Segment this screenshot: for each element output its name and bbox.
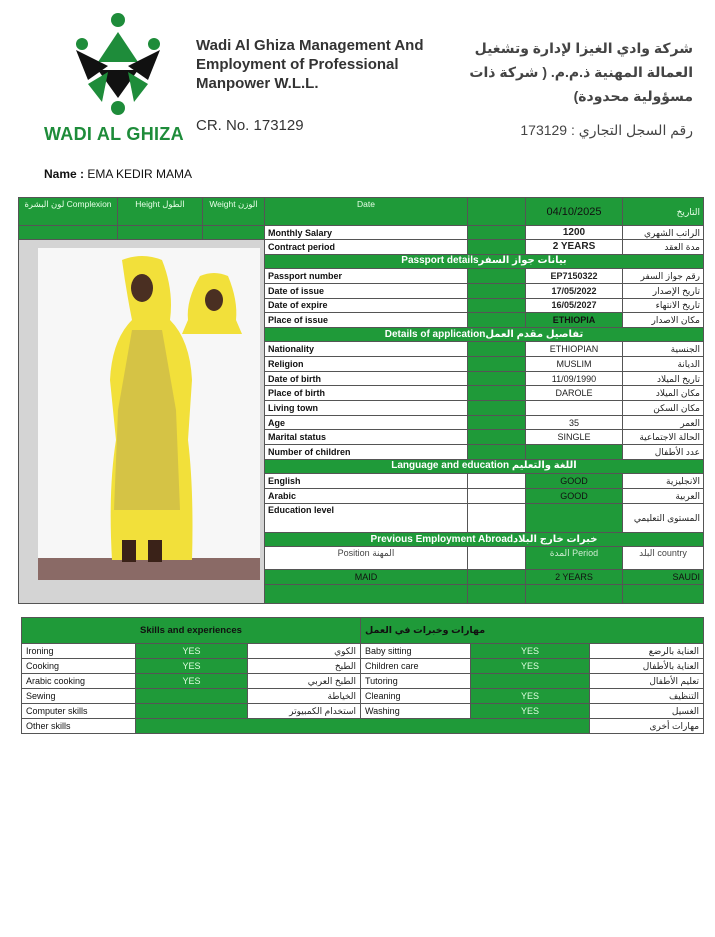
cv-details-table bbox=[18, 197, 704, 604]
marital-status-value: SINGLE bbox=[526, 430, 623, 445]
expire-date-label: Date of expire bbox=[265, 298, 468, 313]
skill-label-ar: استخدام الكمبيوتر bbox=[248, 704, 361, 719]
skill-label: Ironing bbox=[22, 644, 136, 659]
passport-section-header: Passport detailsبيانات جواز السفر bbox=[265, 254, 704, 269]
candidate-name: EMA KEDIR MAMA bbox=[87, 167, 193, 181]
expire-date-value: 16/05/2027 bbox=[526, 298, 623, 313]
skill-label: Arabic cooking bbox=[22, 674, 136, 689]
skill-value bbox=[471, 674, 590, 689]
birthplace-label: Place of birth bbox=[265, 386, 468, 401]
dob-label: Date of birth bbox=[265, 371, 468, 386]
skills-table bbox=[21, 617, 704, 734]
passport-number-label: Passport number bbox=[265, 269, 468, 284]
other-skills-row bbox=[22, 719, 704, 734]
english-ar: الانجليزية bbox=[623, 474, 704, 489]
employment-country-header: البلد country bbox=[623, 547, 704, 570]
logo-wordmark: WADI AL GHIZA bbox=[44, 124, 184, 144]
age-value: 35 bbox=[526, 415, 623, 430]
issue-date-value: 17/05/2022 bbox=[526, 283, 623, 298]
complexion-value bbox=[19, 226, 118, 240]
company-name-en: Wadi Al Ghiza Management And Employment of Professional Manpower W.L.L. bbox=[196, 37, 424, 92]
living-town-value bbox=[526, 401, 623, 416]
skill-label: Cleaning bbox=[361, 689, 471, 704]
skills-header-ar: مهارات وخبرات في العمل bbox=[361, 618, 704, 644]
company-logo-icon bbox=[68, 10, 168, 120]
skill-label: Computer skills bbox=[22, 704, 136, 719]
physical-values-row bbox=[19, 226, 704, 240]
passport-number-ar: رقم جواز السفر bbox=[623, 269, 704, 284]
skill-label: Children care bbox=[361, 659, 471, 674]
salary-label: Monthly Salary bbox=[265, 226, 468, 240]
skill-row bbox=[22, 659, 704, 674]
skill-label-ar: تعليم الأطفال bbox=[590, 674, 704, 689]
date-ar: التاريخ bbox=[623, 198, 704, 226]
other-skills-value bbox=[136, 719, 590, 734]
skill-label-ar: الخياطة bbox=[248, 689, 361, 704]
weight-value bbox=[203, 226, 265, 240]
place-of-issue-value: ETHIOPIA bbox=[526, 313, 623, 328]
age-label: Age bbox=[265, 415, 468, 430]
education-label: Education level bbox=[265, 503, 468, 532]
skill-label: Tutoring bbox=[361, 674, 471, 689]
marital-status-label: Marital status bbox=[265, 430, 468, 445]
children-value bbox=[526, 444, 623, 459]
date-value: 04/10/2025 bbox=[526, 198, 623, 226]
salary-ar: الراتب الشهري bbox=[623, 226, 704, 240]
skill-label-ar: العناية بالأطفال bbox=[590, 659, 704, 674]
salary-value: 1200 bbox=[526, 226, 623, 240]
skill-label: Cooking bbox=[22, 659, 136, 674]
skills-header-en: Skills and experiences bbox=[22, 618, 361, 644]
birthplace-value: DAROLE bbox=[526, 386, 623, 401]
living-town-label: Living town bbox=[265, 401, 468, 416]
skill-row bbox=[22, 689, 704, 704]
skill-value: YES bbox=[471, 689, 590, 704]
nationality-ar: الجنسية bbox=[623, 342, 704, 357]
employment-period-header: المدة Period bbox=[526, 547, 623, 570]
skill-row bbox=[22, 704, 704, 719]
candidate-photos bbox=[19, 240, 265, 604]
place-of-issue-ar: مكان الاصدار bbox=[623, 313, 704, 328]
cr-number-ar: رقم السجل التجاري : 173129 bbox=[520, 122, 693, 138]
height-header: Height الطول bbox=[118, 198, 203, 226]
arabic-ar: العربية bbox=[623, 488, 704, 503]
skill-value: YES bbox=[471, 644, 590, 659]
education-value bbox=[526, 503, 623, 532]
language-section-header: Language and education اللغة والتعليم bbox=[265, 459, 704, 474]
expire-date-ar: تاريخ الانتهاء bbox=[623, 298, 704, 313]
weight-header: Weight الوزن bbox=[203, 198, 265, 226]
dob-value: 11/09/1990 bbox=[526, 371, 623, 386]
skill-row bbox=[22, 644, 704, 659]
skill-label: Sewing bbox=[22, 689, 136, 704]
height-value bbox=[118, 226, 203, 240]
contract-ar: مدة العقد bbox=[623, 240, 704, 255]
dob-ar: تاريخ الميلاد bbox=[623, 371, 704, 386]
skill-value bbox=[136, 689, 248, 704]
issue-date-ar: تاريخ الإصدار bbox=[623, 283, 704, 298]
cr-number-en: CR. No. 173129 bbox=[196, 117, 304, 134]
english-value: GOOD bbox=[526, 474, 623, 489]
nationality-value: ETHIOPIAN bbox=[526, 342, 623, 357]
place-of-issue-label: Place of issue bbox=[265, 313, 468, 328]
complexion-header: لون البشرة Complexion bbox=[19, 198, 118, 226]
age-ar: العمر bbox=[623, 415, 704, 430]
date-header: Date bbox=[265, 198, 468, 226]
skill-value: YES bbox=[136, 659, 248, 674]
top-header-row bbox=[19, 198, 704, 226]
skill-label-ar: الطبخ bbox=[248, 659, 361, 674]
education-ar: المستوى التعليمي bbox=[623, 503, 704, 532]
arabic-label: Arabic bbox=[265, 488, 468, 503]
employment-section-header: Previous Employment Abroadخبرات خارج البلاد bbox=[265, 532, 704, 547]
skill-label-ar: التنظيف bbox=[590, 689, 704, 704]
birthplace-ar: مكان الميلاد bbox=[623, 386, 704, 401]
passport-number-value: EP7150322 bbox=[526, 269, 623, 284]
living-town-ar: مكان السكن bbox=[623, 401, 704, 416]
other-skills-ar: مهارات أخرى bbox=[590, 719, 704, 734]
skill-label-ar: الكوي bbox=[248, 644, 361, 659]
skill-label-ar: الطبخ العربي bbox=[248, 674, 361, 689]
skill-value bbox=[136, 704, 248, 719]
skill-value: YES bbox=[471, 704, 590, 719]
skill-label-ar: العناية بالرضع bbox=[590, 644, 704, 659]
children-ar: عدد الأطفال bbox=[623, 444, 704, 459]
name-label: Name : bbox=[44, 167, 85, 181]
contract-value: 2 YEARS bbox=[526, 240, 623, 255]
skill-value: YES bbox=[471, 659, 590, 674]
religion-value: MUSLIM bbox=[526, 357, 623, 372]
skill-label: Washing bbox=[361, 704, 471, 719]
skill-label-ar: الغسيل bbox=[590, 704, 704, 719]
skill-value: YES bbox=[136, 674, 248, 689]
nationality-label: Nationality bbox=[265, 342, 468, 357]
marital-status-ar: الحالة الاجتماعية bbox=[623, 430, 704, 445]
skill-row bbox=[22, 674, 704, 689]
employment-position-value: MAID bbox=[265, 570, 468, 585]
employment-period-value: 2 YEARS bbox=[526, 570, 623, 585]
skill-label: Baby sitting bbox=[361, 644, 471, 659]
candidate-photo-image bbox=[22, 240, 265, 600]
contract-label: Contract period bbox=[265, 240, 468, 255]
employment-position-header: Position المهنة bbox=[265, 547, 468, 570]
company-name-ar: شركة وادي الغيزا لإدارة وتشغيل العمالة المهنية ذ.م.م. ( شركة ذات مسؤولية محدودة) bbox=[469, 40, 693, 104]
children-label: Number of children bbox=[265, 444, 468, 459]
issue-date-label: Date of issue bbox=[265, 283, 468, 298]
skill-value: YES bbox=[136, 644, 248, 659]
arabic-value: GOOD bbox=[526, 488, 623, 503]
religion-label: Religion bbox=[265, 357, 468, 372]
english-label: English bbox=[265, 474, 468, 489]
letterhead bbox=[0, 0, 715, 160]
application-section-header: Details of applicationتفاصيل مقدم العمل bbox=[265, 327, 704, 342]
religion-ar: الديانة bbox=[623, 357, 704, 372]
employment-country-value: SAUDI bbox=[623, 570, 704, 585]
other-skills-label: Other skills bbox=[22, 719, 136, 734]
candidate-name-line bbox=[44, 167, 192, 181]
